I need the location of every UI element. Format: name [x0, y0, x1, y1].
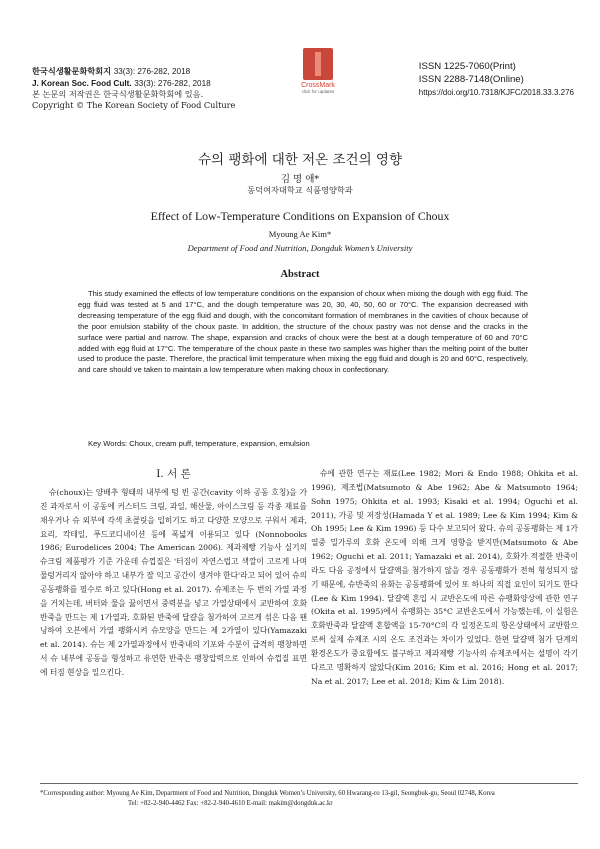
journal-title-en: J. Korean Soc. Food Cult.: [32, 78, 132, 88]
affiliation-english: Department of Food and Nutrition, Dongduk Women’s University: [187, 243, 413, 253]
author-korean: 김 명 애*: [280, 174, 320, 185]
doi-link[interactable]: https://doi.org/10.7318/KJFC/2018.33.3.276: [418, 88, 574, 97]
journal-title-ko: 한국식생활문화학회지: [32, 66, 112, 76]
left-column: [40, 468, 307, 680]
intro-paragraph-left: 슈(choux)는 양배추 형태의 내부에 텅 빈 공간(cavity 이하 공동 호칭)을 가진 과자로서 이 공동에 커스터드 크림, 과일, 해산물, 아이스크림 등 각종 재료를 채우거나 슈 외부에 각색 초콜릿을 입히기도 하고 다양한 모양으로 구워서 제과, 요리, 칵테일, 푸드코디네이션 등에 폭넓게 이용되고 있다 (Nonnobooks 1986; Eurodelices 2004; The American 2006). 제과제빵 기능사 실기의 슈크림 제품평가 기준 가운데 슈껍질은 '터짐이 자연스럽고 색깔이 고르게 나며 물렁거리지 않아야 하고 내부가 잘 익고 공간이 생겨야 한다'라고 되어 있어 슈의 공동팽화를 필수로 하고 있다(Hong et al. 2017). 슈제조는 두 번의 가열 과정을 거치는데, 버터와 물을 끓이면서 중력분을 넣고 가열상태에서 교반하여 호화반죽을 만드는 제 1가열과, 호화된 반죽에 달걀을 첨가하여 고르게 섞은 다음 팬닝하여 오븐에서 가열 팽화시켜 슈모양을 만드는 제 2가열이 있다(Yamazaki et al. 2014). 슈는 제 2가열과정에서 반죽내의 기포와 수분이 급격히 팽창하면서 슈 내부에 공동을 형성하고 유연한 반죽은 팽창압력으로 인하여 슈껍질 표면에 터짐 현상을 일으킨다.: [40, 488, 307, 677]
crossmark-label: CrossMark: [301, 82, 335, 89]
title-english: Effect of Low-Temperature Conditions on Expansion of Choux: [150, 209, 450, 223]
affiliation-korean: 동덕여자대학교 식품영양학과: [247, 185, 353, 195]
crossmark-icon: [303, 48, 333, 80]
journal-volume-en: 33(3): 276-282, 2018: [134, 78, 211, 88]
copyright-en: Copyright © The Korean Society of Food Culture: [32, 99, 236, 110]
abstract-text: This study examined the effects of low temperature conditions on the expansion of choux when mixing the dough with egg fluid. The egg fluid was tested at 5 and 17°C, and the dough temperature was 20, 30, 40, 50, 60 or 70°C. The expansion decreased with decreasing temperature of the egg fluid and dough, with the concomitant formation of membranes in the cavities of choux because of the poor emulsion stability of the choux paste. In addition, the structure of the choux pastry was not dense and the cracks in the surface were partial and narrow. The shape, expansion and cracks of choux were the best at a dough temperature of 60 and 70°C added with egg fluid at 17°C. The temperature of the choux paste in these two samples was higher than the melting point of the butter used to produce the paste. Therefore, the practical limit temperature when mixing the egg fluid and dough is 20 and 60°C, respectively, and care should ve taken to maintain a low temperature when making choux in confectionary.: [78, 289, 528, 375]
copyright-ko: 본 논문의 저작권은 한국식생활문화학회에 있음.: [32, 89, 204, 100]
keywords: [88, 439, 528, 448]
keywords-list: Choux, cream puff, temperature, expansion, emulsion: [129, 439, 310, 448]
crossmark-sub: click for updates: [301, 89, 335, 94]
right-column: [311, 467, 578, 689]
keywords-label: Key Words:: [88, 439, 128, 448]
footnote-divider: [40, 783, 578, 784]
footnote-address: *Corresponding author: Myoung Ae Kim, Department of Food and Nutrition, Dongduk Women’s University, 60 Hwarang-ro 13-gil, Seongbuk-gu, Seoul 02748, Korea: [40, 790, 495, 797]
journal-info: [32, 66, 235, 110]
footnote: [40, 789, 580, 809]
footnote-contact: Tel: +82-2-940-4462 Fax: +82-2-940-4610 E-mail: makim@dongduk.ac.kr: [128, 800, 333, 807]
section-heading: Ⅰ. 서 론: [156, 468, 191, 480]
issn-print: ISSN 1225-7060(Print): [418, 61, 516, 72]
intro-paragraph-right: 슈에 관한 연구는 재료(Lee 1982; Mori & Endo 1988; Ohkita et al. 1996), 제조법(Matsumoto & Abe 1962; Abe & Matsumoto 1964; Sohn 1975; Ohkita et al. 1993; Kisaki et al. 1994; Oguchi et al. 2011), 가공 및 저장성(Hamada Y et al. 1989; Lee & Kim 1994; Kim & Oh 1995; Lee & Kim 1996) 등 다수 보고되어 왔다. 슈의 공동팽화는 제 1가열중 밀가루의 호화 온도에 의해 크게 영향을 받지만(Matsumoto & Abe 1962; Oguchi et al. 2011; Yamazaki et al. 2014), 호화가 적절한 반죽이라도 다음 공정에서 달걀액을 첨가하지 않을 경우 공동팽화가 전혀 형성되지 않기 때문에, 슈반죽의 유화는 공동팽화에 있어 또 하나의 직접 요인이 되기도 한다 (Lee & Kim 1994). 달걀액 혼입 시 교반온도에 따른 슈팽화양상에 관한 연구(Okita et al. 1995)에서 슈팽화는 35°C 교반온도에서 가능했는데, 이 실험은 호화반죽과 달걀액 혼합액을 15-70°C의 각 일정온도의 항온상태에서 교반함으로써 실제 슈제조 시의 온도 조건과는 차이가 있었다. 한편 달걀액 첨가 단계의 환경온도가 중요함에도 불구하고 제과제빵 기능사의 슈제조에서는 설명이 각기 다르고 명확하지 않았다(Kim 2016; Kim et al. 2016; Hong et al. 2017; Na et al. 2017; Lee et al. 2018; Kim & Lim 2018).: [311, 469, 578, 686]
issn-online: ISSN 2288-7148(Online): [418, 74, 524, 85]
journal-volume-ko: 33(3): 276-282, 2018: [113, 67, 191, 76]
crossmark-logo[interactable]: [296, 48, 340, 94]
abstract-heading: Abstract: [280, 269, 320, 280]
title-korean: 슈의 팽화에 대한 저온 조건의 영향: [197, 152, 403, 168]
issn-block: [419, 60, 574, 99]
author-english: Myoung Ae Kim*: [268, 229, 332, 239]
